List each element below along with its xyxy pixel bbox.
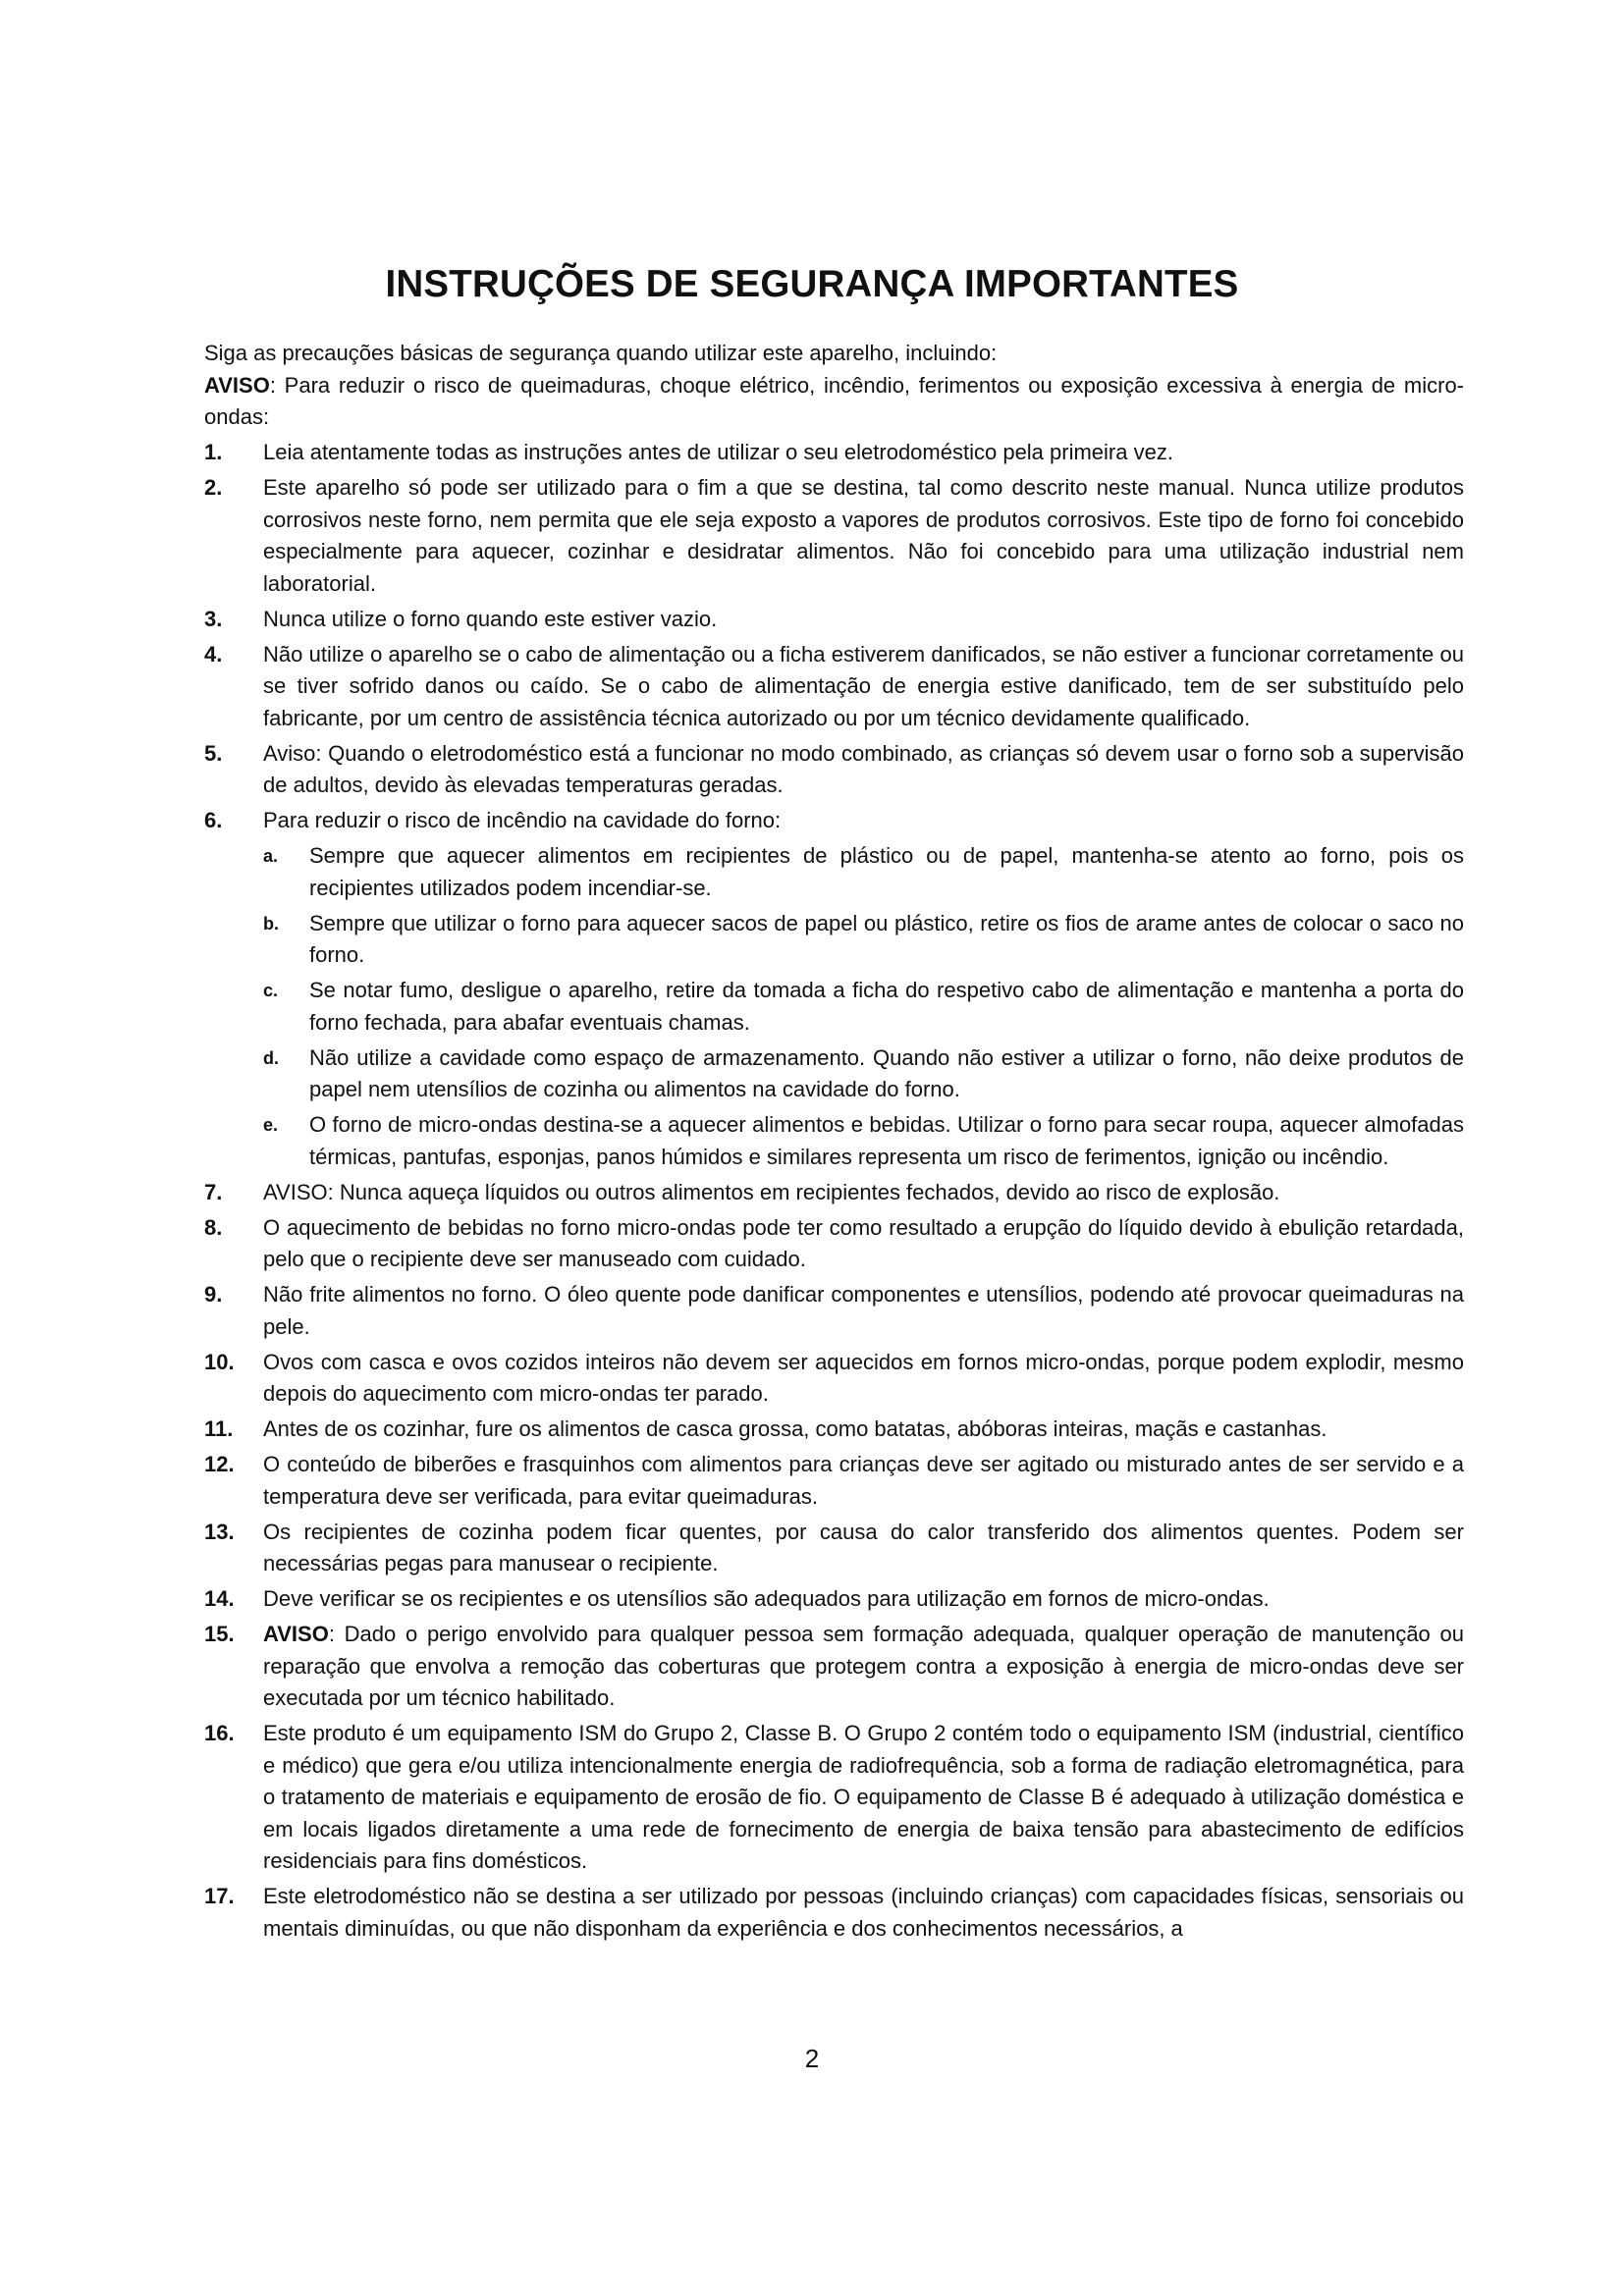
item-text: Os recipientes de cozinha podem ficar quentes, por causa do calor transferido dos alimentos quentes. Podem ser necessárias pegas para manusear o recipiente.: [263, 1519, 1464, 1575]
item-text: Deve verificar se os recipientes e os utensílios são adequados para utilização em fornos de micro-ondas.: [263, 1586, 1270, 1611]
list-item: [204, 639, 1464, 735]
item-number: 5.: [204, 740, 223, 766]
item-text: AVISO: Nunca aqueça líquidos ou outros alimentos em recipientes fechados, devido ao risco de explosão.: [263, 1179, 1280, 1204]
item-number: 10.: [204, 1349, 235, 1374]
sub-item-letter: d.: [263, 1047, 279, 1068]
item-warning-label: AVISO: [263, 1622, 329, 1646]
sub-list-item: [263, 908, 1464, 972]
item-text: O aquecimento de bebidas no forno micro-ondas pode ter como resultado a erupção do líquido devido à ebulição retardada, pelo que o recipiente deve ser manuseado com cuidado.: [263, 1214, 1464, 1271]
list-item: [204, 805, 1464, 1173]
list-item: [204, 1279, 1464, 1343]
item-number: 12.: [204, 1452, 235, 1476]
fire-risk-sublist: [263, 840, 1464, 1173]
item-number: 13.: [204, 1519, 235, 1544]
warning-text: : Para reduzir o risco de queimaduras, choque elétrico, incêndio, ferimentos ou exposição excessiva à energia de micro-ondas:: [204, 372, 1464, 429]
list-item: [204, 1718, 1464, 1878]
item-number: 9.: [204, 1282, 223, 1307]
item-text: Não frite alimentos no forno. O óleo quente pode danificar componentes e utensílios, podendo até provocar queimaduras na pele.: [263, 1282, 1464, 1339]
item-text: O conteúdo de biberões e frasquinhos com alimentos para crianças deve ser agitado ou misturado antes de ser servido e a temperatura deve ser verificada, para evitar queimaduras.: [263, 1452, 1464, 1509]
list-item: [204, 1347, 1464, 1411]
item-number: 3.: [204, 606, 223, 631]
sub-item-letter: e.: [263, 1115, 279, 1135]
sub-item-text: O forno de micro-ondas destina-se a aquecer alimentos e bebidas. Utilizar o forno para secar roupa, aquecer almofadas térmicas, pantufas, esponjas, panos húmidos e similares representa um risco de ferimentos, ignição ou incêndio.: [309, 1112, 1464, 1169]
sub-item-letter: b.: [263, 913, 279, 934]
document-body: [204, 338, 1464, 1945]
list-item: [204, 1414, 1464, 1446]
list-item: [204, 1449, 1464, 1513]
warning-paragraph: [204, 370, 1464, 434]
item-number: 16.: [204, 1721, 235, 1745]
list-item: [204, 738, 1464, 802]
intro-paragraph: Siga as precauções básicas de segurança quando utilizar este aparelho, incluindo:: [204, 341, 998, 365]
item-number: 15.: [204, 1622, 235, 1646]
sub-item-letter: a.: [263, 846, 279, 866]
item-number: 6.: [204, 808, 223, 832]
item-text: Antes de os cozinhar, fure os alimentos de casca grossa, como batatas, abóboras inteiras, maçãs e castanhas.: [263, 1416, 1327, 1441]
item-text: : Dado o perigo envolvido para qualquer pessoa sem formação adequada, qualquer operação de manutenção ou reparação que envolva a remoção das coberturas que protegem contra a exposição à energia de micro-ondas deve ser executada por um técnico habilitado.: [263, 1622, 1464, 1710]
list-item: [204, 472, 1464, 600]
item-text: Ovos com casca e ovos cozidos inteiros não devem ser aquecidos em fornos micro-ondas, porque podem explodir, mesmo depois do aquecimento com micro-ondas ter parado.: [263, 1349, 1464, 1406]
item-number: 2.: [204, 475, 223, 500]
sub-list-item: [263, 1109, 1464, 1173]
safety-instructions-list: [204, 437, 1464, 1945]
sub-item-text: Sempre que aquecer alimentos em recipientes de plástico ou de papel, mantenha-se atento ao forno, pois os recipientes utilizados podem incendiar-se.: [309, 843, 1464, 900]
item-number: 11.: [204, 1416, 234, 1441]
sub-list-item: [263, 975, 1464, 1039]
list-item: [204, 1881, 1464, 1945]
item-text: Para reduzir o risco de incêndio na cavidade do forno:: [263, 808, 782, 832]
sub-item-letter: c.: [263, 981, 279, 1000]
sub-item-text: Não utilize a cavidade como espaço de armazenamento. Quando não estiver a utilizar o forno, não deixe produtos de papel nem utensílios de cozinha ou alimentos na cavidade do forno.: [309, 1044, 1464, 1101]
item-number: 8.: [204, 1214, 223, 1240]
item-text: Nunca utilize o forno quando este estiver vazio.: [263, 606, 718, 631]
sub-item-text: Se notar fumo, desligue o aparelho, retire da tomada a ficha do respetivo cabo de alimentação e mantenha a porta do forno fechada, para abafar eventuais chamas.: [309, 978, 1464, 1035]
page-title: INSTRUÇÕES DE SEGURANÇA IMPORTANTES: [385, 263, 1239, 305]
item-number: 1.: [204, 440, 223, 464]
sub-list-item: [263, 840, 1464, 904]
item-text: Leia atentamente todas as instruções antes de utilizar o seu eletrodoméstico pela primeira vez.: [263, 440, 1173, 464]
sub-list-item: [263, 1042, 1464, 1106]
item-number: 4.: [204, 641, 223, 667]
item-number: 17.: [204, 1884, 235, 1908]
list-item: [204, 1177, 1464, 1209]
list-item: [204, 604, 1464, 636]
warning-label: AVISO: [204, 372, 270, 398]
item-text: Este aparelho só pode ser utilizado para o fim a que se destina, tal como descrito neste manual. Nunca utilize produtos corrosivos neste forno, nem permita que ele seja exposto a vapores de produtos corrosivos. Este tipo de forno foi concebido especialmente para aquecer, cozinhar e desidratar alimentos. Não foi concebido para uma utilização industrial nem laboratorial.: [263, 475, 1464, 596]
item-text: Não utilize o aparelho se o cabo de alimentação ou a ficha estiverem danificados, se não estiver a funcionar corretamente ou se tiver sofrido danos ou caído. Se o cabo de alimentação de energia estive danificado, tem de ser substituído pelo fabricante, por um centro de assistência técnica autorizado ou por um técnico devidamente qualificado.: [263, 641, 1464, 730]
list-item: [204, 1619, 1464, 1715]
page-number: 2: [804, 2044, 820, 2073]
list-item: [204, 1212, 1464, 1276]
sub-item-text: Sempre que utilizar o forno para aquecer sacos de papel ou plástico, retire os fios de arame antes de colocar o saco no forno.: [309, 910, 1464, 967]
list-item: [204, 437, 1464, 469]
item-text: Este eletrodoméstico não se destina a ser utilizado por pessoas (incluindo crianças) com capacidades físicas, sensoriais ou mentais diminuídas, ou que não disponham da experiência e dos conhecimentos necessários, a: [263, 1884, 1464, 1941]
item-text: Aviso: Quando o eletrodoméstico está a funcionar no modo combinado, as crianças só devem usar o forno sob a supervisão de adultos, devido às elevadas temperaturas geradas.: [263, 740, 1464, 797]
item-number: 7.: [204, 1179, 223, 1204]
item-number: 14.: [204, 1586, 235, 1611]
item-text: Este produto é um equipamento ISM do Grupo 2, Classe B. O Grupo 2 contém todo o equipamento ISM (industrial, científico e médico) que gera e/ou utiliza intencionalmente energia de radiofrequência, sob a forma de radiação eletromagnética, para o tratamento de materiais e equipamento de erosão de fio. O equipamento de Classe B é adequado à utilização doméstica e em locais ligados diretamente a uma rede de fornecimento de energia de baixa tensão para abastecimento de edifícios residenciais para fins domésticos.: [263, 1721, 1464, 1873]
list-item: [204, 1583, 1464, 1616]
list-item: [204, 1517, 1464, 1580]
